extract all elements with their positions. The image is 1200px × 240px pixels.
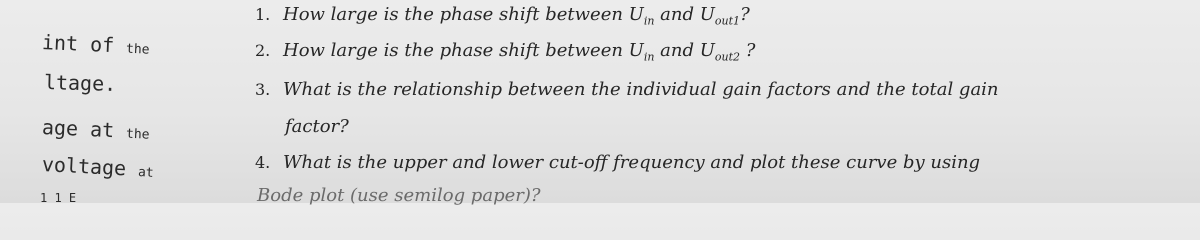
question-3-continuation: factor? <box>285 116 349 137</box>
fragment-voltage-at: voltage at <box>41 152 155 182</box>
question-3: 3. What is the relationship between the individual gain factors and the total gain <box>255 79 999 100</box>
fragment-point-of-the: int of the <box>41 30 150 58</box>
fragment-voltage: ltage. <box>43 70 117 96</box>
adjacent-page-fragments <box>0 0 175 203</box>
question-2: 2. How large is the phase shift between $U_{in}$ and $U_{out2}$ ? <box>255 40 756 64</box>
question-number: 1. <box>255 5 271 24</box>
question-number: 4. <box>255 153 271 172</box>
question-4-continuation: Bode plot (use semilog paper)? <box>257 185 541 206</box>
question-number: 3. <box>255 80 271 99</box>
question-4: 4. What is the upper and lower cut-off frequency and plot these curve by using <box>255 152 981 173</box>
question-1: 1. How large is the phase shift between $U_{in}$ and $U_{out1}$? <box>255 4 750 28</box>
fragment-age-at-the: age at the <box>41 115 150 143</box>
fragment-cut-off-text: 1 1 E <box>40 191 77 205</box>
question-number: 2. <box>255 41 271 60</box>
